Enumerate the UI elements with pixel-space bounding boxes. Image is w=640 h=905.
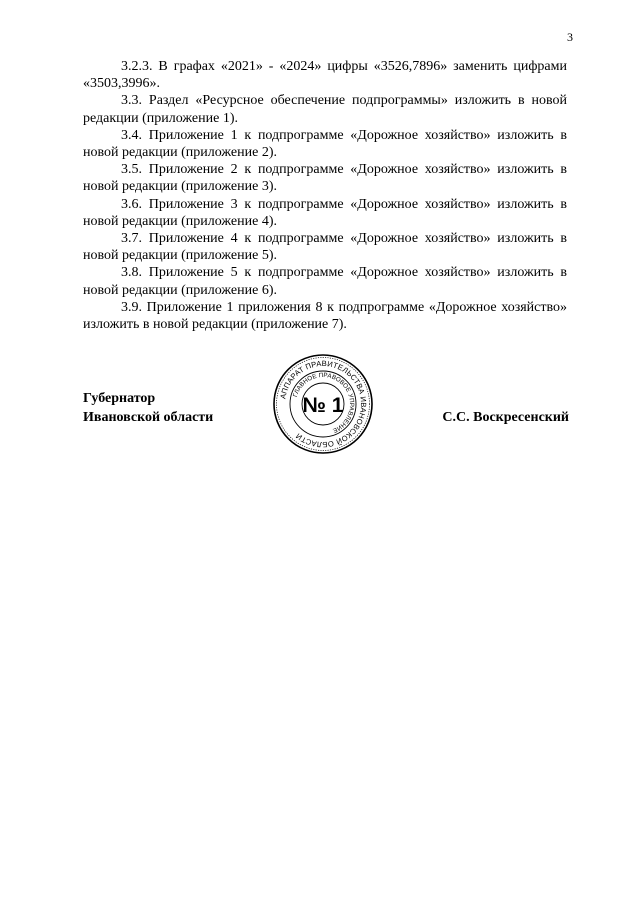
official-seal	[271, 352, 375, 456]
paragraph-3-4: 3.4. Приложение 1 к подпрограмме «Дорожное хозяйство» изложить в новой редакции (приложение 2).	[83, 127, 567, 161]
signatory-position	[83, 389, 213, 427]
signatory-position-line2: Ивановской области	[83, 410, 214, 425]
seal-outer-text: АППАРАТ ПРАВИТЕЛЬСТВА ИВАНОВСКОЙ ОБЛАСТИ	[278, 358, 369, 450]
signatory-position-line1: Губернатор	[83, 391, 156, 406]
seal-center-number: № 1	[302, 394, 344, 417]
paragraph-3-9: 3.9. Приложение 1 приложения 8 к подпрограмме «Дорожное хозяйство» изложить в новой редакции (приложение 7).	[83, 299, 567, 333]
paragraph-3-6: 3.6. Приложение 3 к подпрограмме «Дорожное хозяйство» изложить в новой редакции (приложение 4).	[83, 196, 567, 229]
paragraph-3-2-3: 3.2.3. В графах «2021» - «2024» цифры «3526,7896» заменить цифрами «3503,3996».	[83, 59, 567, 92]
signatory-name: С.С. Воскресенский	[442, 410, 569, 425]
seal-inner-text: ГЛАВНОЕ ПРАВОВОЕ УПРАВЛЕНИЕ	[292, 371, 356, 434]
paragraph-3-5: 3.5. Приложение 2 к подпрограмме «Дорожное хозяйство» изложить в новой редакции (приложение 3).	[83, 162, 567, 195]
paragraph-3-7: 3.7. Приложение 4 к подпрограмме «Дорожное хозяйство» изложить в новой редакции (приложение 5).	[83, 231, 567, 264]
paragraph-3-3: 3.3. Раздел «Ресурсное обеспечение подпрограммы» изложить в новой редакции (приложение 1).	[83, 93, 567, 126]
paragraph-3-8: 3.8. Приложение 5 к подпрограмме «Дорожное хозяйство» изложить в новой редакции (приложение 6).	[83, 265, 567, 298]
document-body	[83, 58, 567, 333]
signature-block	[83, 358, 569, 469]
page-number: 3	[567, 30, 573, 44]
